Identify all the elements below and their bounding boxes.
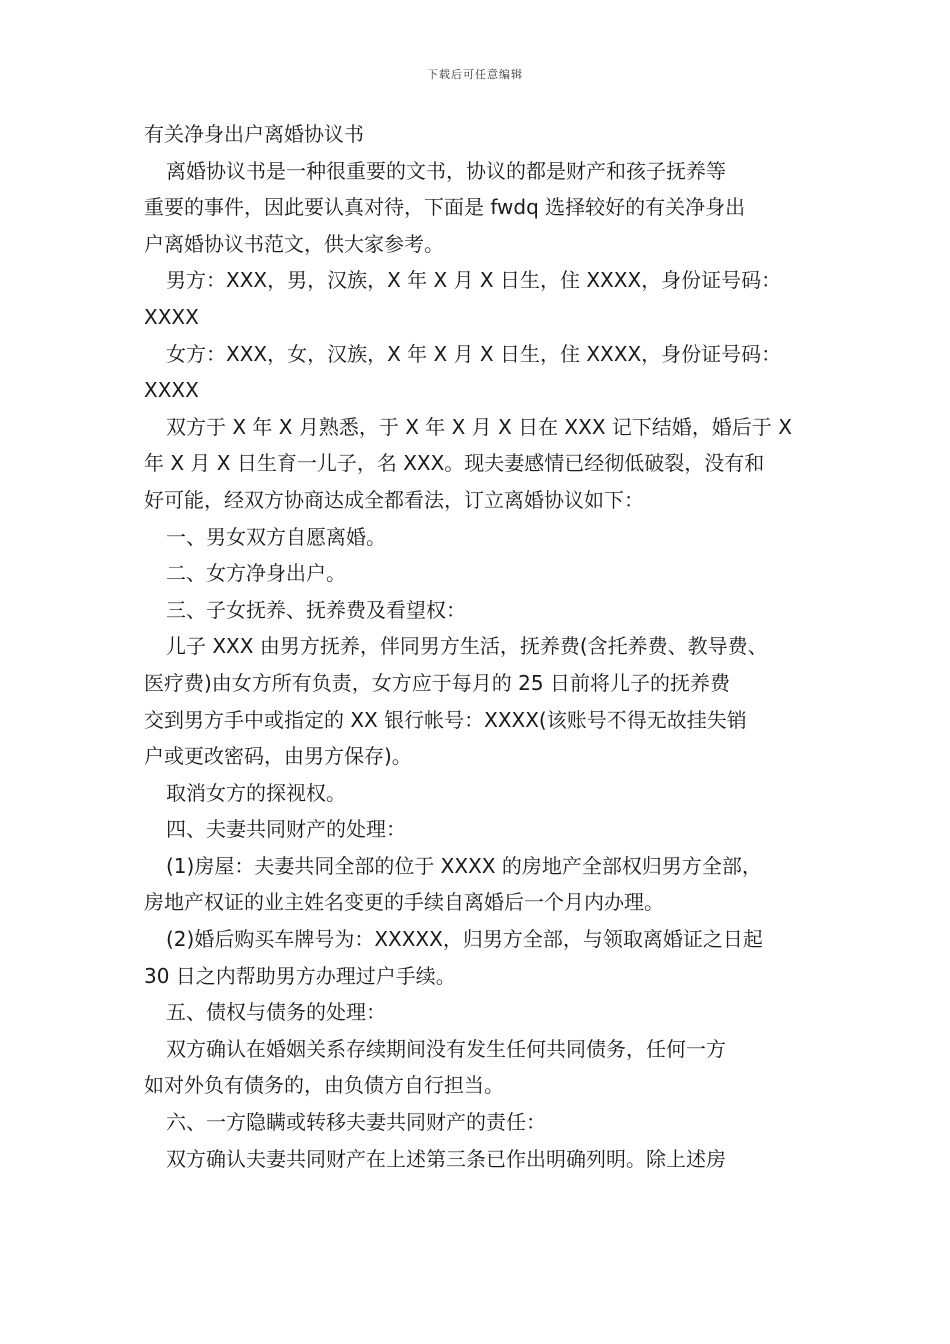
paragraph-line: 女方：XXX，女，汉族，X 年 X 月 X 日生，住 XXXX，身份证号码：	[166, 341, 782, 366]
paragraph-line: 双方确认夫妻共同财产在上述第三条已作出明确列明。除上述房	[166, 1146, 726, 1171]
paragraph-line: 户或更改密码，由男方保存)。	[144, 744, 412, 769]
paragraph-line: 户离婚协议书范文，供大家参考。	[144, 231, 444, 256]
header-note: 下载后可任意编辑	[427, 68, 523, 81]
section-heading: 一、男女双方自愿离婚。	[166, 524, 386, 549]
paragraph-line: 交到男方手中或指定的 XX 银行帐号：XXXX(该账号不得无故挂失销	[144, 707, 747, 732]
paragraph-line: 医疗费)由女方所有负责，女方应于每月的 25 日前将儿子的抚养费	[144, 670, 730, 695]
paragraph-line: 年 X 月 X 日生育一儿子，名 XXX。现夫妻感情已经彻低破裂，没有和	[144, 451, 765, 476]
paragraph-line: 男方：XXX，男，汉族，X 年 X 月 X 日生，住 XXXX，身份证号码：	[166, 268, 782, 293]
paragraph-line: 好可能，经双方协商达成全都看法，订立离婚协议如下：	[144, 487, 644, 512]
paragraph-line: 房地产权证的业主姓名变更的手续自离婚后一个月内办理。	[144, 890, 664, 915]
section-heading: 三、子女抚养、抚养费及看望权：	[166, 597, 466, 622]
paragraph-line: 重要的事件，因此要认真对待，下面是 fwdq 选择较好的有关净身出	[144, 195, 746, 220]
paragraph-line: 如对外负有债务的，由负债方自行担当。	[144, 1073, 504, 1098]
section-heading: 五、债权与债务的处理：	[166, 1000, 386, 1025]
paragraph-line: XXXX	[144, 378, 199, 403]
document-title: 有关净身出户离婚协议书	[144, 122, 364, 146]
paragraph-line: 30 日之内帮助男方办理过户手续。	[144, 963, 456, 988]
paragraph-line: 离婚协议书是一种很重要的文书，协议的都是财产和孩子抚养等	[166, 158, 726, 183]
section-heading: 六、一方隐瞒或转移夫妻共同财产的责任：	[166, 1110, 546, 1135]
section-heading: 四、夫妻共同财产的处理：	[166, 817, 406, 842]
paragraph-line: (2)婚后购买车牌号为：XXXXX，归男方全部，与领取离婚证之日起	[166, 927, 763, 952]
section-heading: 二、女方净身出户。	[166, 561, 346, 586]
paragraph-line: 儿子 XXX 由男方抚养，伴同男方生活，抚养费(含托养费、教导费、	[166, 634, 768, 659]
paragraph-line: 取消女方的探视权。	[166, 780, 346, 805]
paragraph-line: 双方确认在婚姻关系存续期间没有发生任何共同债务，任何一方	[166, 1036, 726, 1061]
paragraph-line: (1)房屋：夫妻共同全部的位于 XXXX 的房地产全部权归男方全部，	[166, 853, 762, 878]
paragraph-line: XXXX	[144, 304, 199, 329]
paragraph-line: 双方于 X 年 X 月熟悉，于 X 年 X 月 X 日在 XXX 记下结婚，婚后于 X	[166, 414, 792, 439]
document-body	[144, 116, 816, 1177]
